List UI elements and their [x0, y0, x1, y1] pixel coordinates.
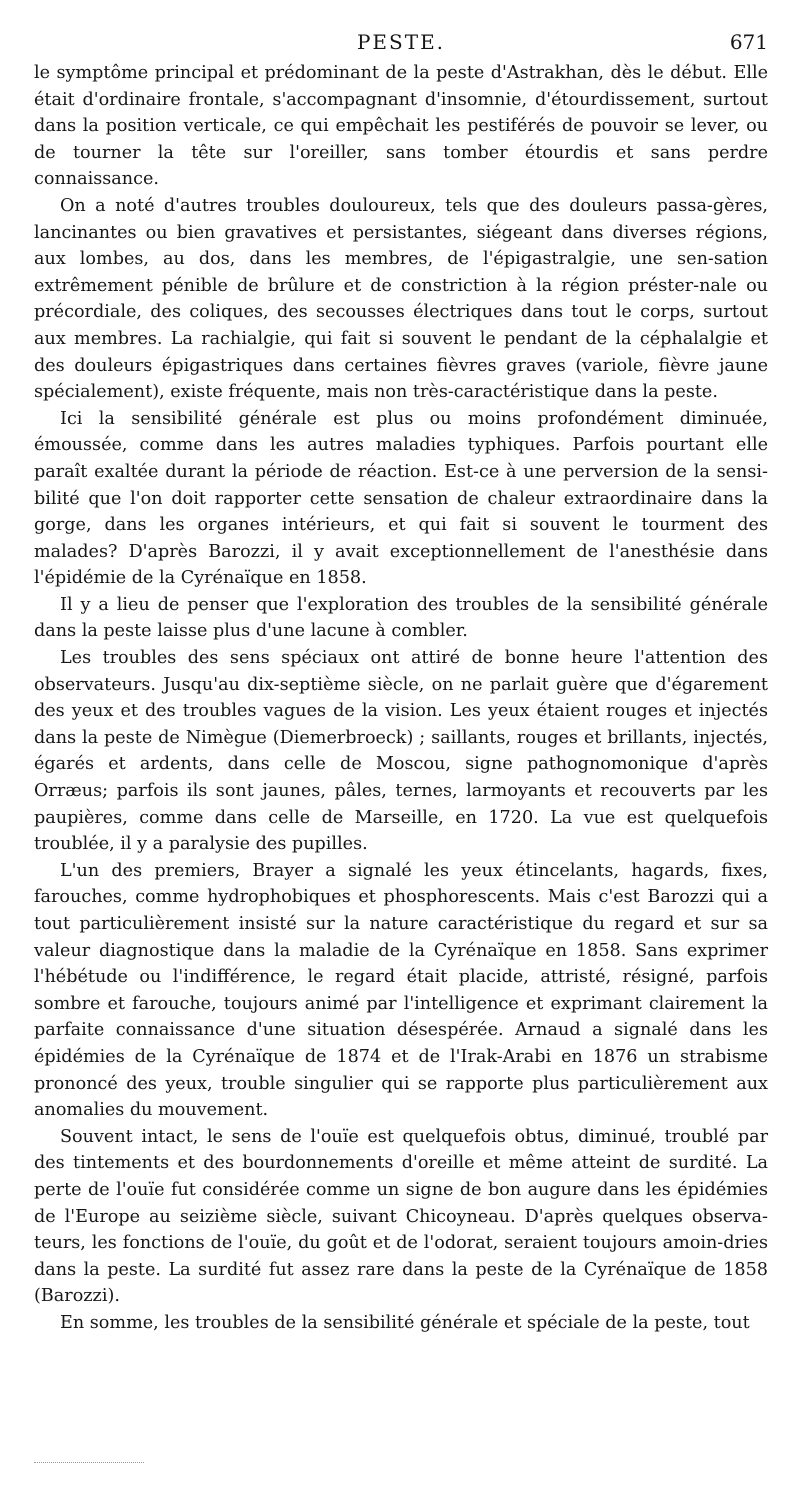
paragraph: L'un des premiers, Brayer a signalé les yeux étincelants, hagards, fixes, farouches, comme hydrophobiques et phosphorescents. Mais c'est Barozzi qui a tout particulièrement insisté sur la nature caractéristique du regard et sur sa valeur diagnostique dans la maladie de la Cyrénaïque en 1858. Sans exprimer l'hébétude ou l'indifférence, le regard était placide, attristé, résigné, parfois sombre et farouche, toujours animé par l'intelligence et exprimant clairement la parfaite connaissance d'une situation désespérée. Arnaud a signalé dans les épidémies de la Cyrénaïque de 1874 et de l'Irak-Arabi en 1876 un strabisme prononcé des yeux, trouble singulier qui se rapporte plus particulièrement aux anomalies du mouvement. [34, 860, 768, 1121]
running-title: PESTE. [356, 30, 446, 54]
paragraph: On a noté d'autres troubles douloureux, tels que des douleurs passa-gères, lancinantes ou bien gravatives et persistantes, siégeant dans diverses régions, aux lombes, au dos, dans les membres, de l'épigastralgie, une sen-sation extrêmement pénible de brûlure et de constriction à la région préster-nale ou précordiale, des coliques, des secousses électriques dans tout le corps, surtout aux membres. La rachialgie, qui fait si souvent le pendant de la céphalalgie et des douleurs épigastriques dans certaines fièvres graves (variole, fièvre jaune spécialement), existe fréquente, mais non très-caractéristique dans la peste. [34, 195, 768, 403]
page [34, 30, 768, 1337]
paragraph: En somme, les troubles de la sensibilité générale et spéciale de la peste, tout [60, 1312, 750, 1333]
running-head [34, 30, 768, 60]
paragraph: Souvent intact, le sens de l'ouïe est quelquefois obtus, diminué, troublé par des tintements et des bourdonnements d'oreille et même atteint de surdité. La perte de l'ouïe fut considérée comme un signe de bon augure dans les épidémies de l'Europe au seizième siècle, suivant Chicoyneau. D'après quelques observa-teurs, les fonctions de l'ouïe, du goût et de l'odorat, seraient toujours amoin-dries dans la peste. La surdité fut assez rare dans la peste de la Cyrénaïque de 1858 (Barozzi). [34, 1126, 768, 1307]
paragraph: Il y a lieu de penser que l'exploration des troubles de la sensibilité générale dans la peste laisse plus d'une lacune à combler. [34, 594, 768, 642]
paragraph: Les troubles des sens spéciaux ont attiré de bonne heure l'attention des observateurs. Jusqu'au dix-septième siècle, on ne parlait guère que d'égarement des yeux et des troubles vagues de la vision. Les yeux étaient rouges et injectés dans la peste de Nimègue (Diemerbroeck) ; saillants, rouges et brillants, injectés, égarés et ardents, dans celle de Moscou, signe pathognomonique d'après Orræus; parfois ils sont jaunes, pâles, ternes, larmoyants et recouverts par les paupières, comme dans celle de Marseille, en 1720. La vue est quelquefois troublée, il y a paralysie des pupilles. [34, 648, 768, 855]
body-text [34, 60, 768, 1337]
paragraph: Ici la sensibilité générale est plus ou moins profondément diminuée, émoussée, comme dans les autres maladies typhiques. Parfois pourtant elle paraît exaltée durant la période de réaction. Est-ce à une perversion de la sensi-bilité que l'on doit rapporter cette sensation de chaleur extraordinaire dans la gorge, dans les organes intérieurs, et qui fait si souvent le tourment des malades? D'après Barozzi, il y avait exceptionnellement de l'anesthésie dans l'épidémie de la Cyrénaïque en 1858. [34, 408, 768, 589]
footer-rule [34, 1462, 144, 1463]
page-number: 671 [729, 30, 768, 54]
paragraph: le symptôme principal et prédominant de la peste d'Astrakhan, dès le début. Elle était d'ordinaire frontale, s'accompagnant d'insomnie, d'étourdissement, surtout dans la position verticale, ce qui empêchait les pestiférés de pouvoir se lever, ou de tourner la tête sur l'oreiller, sans tomber étourdis et sans perdre connaissance. [34, 63, 768, 190]
